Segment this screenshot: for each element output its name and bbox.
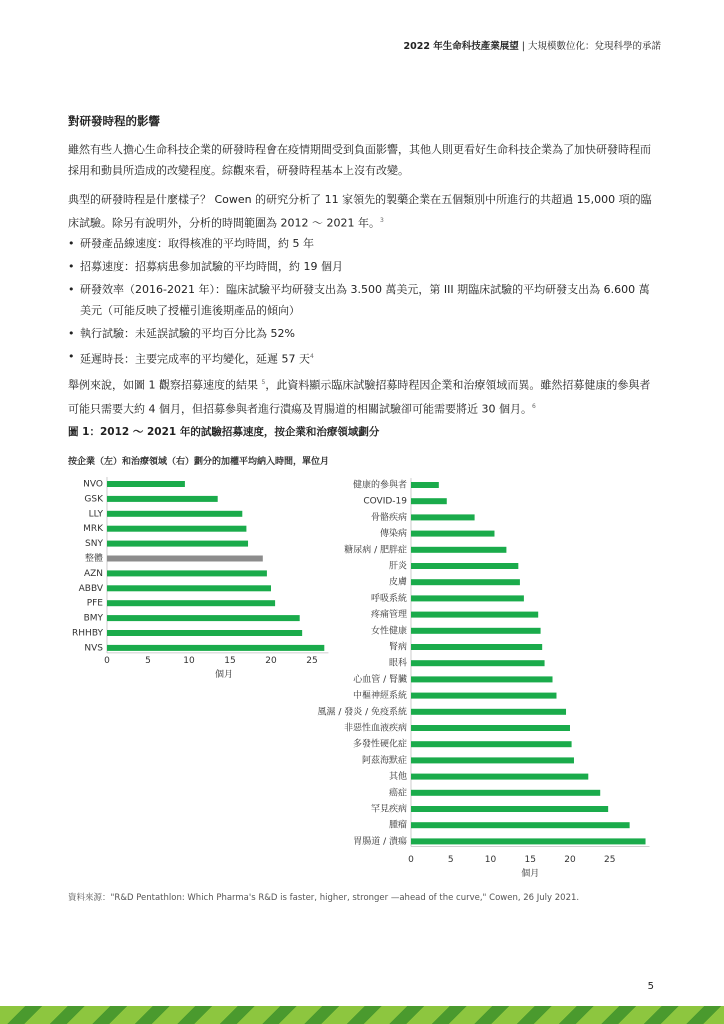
report-subtitle: 大規模數位化：兌現科學的承諾: [527, 41, 661, 52]
chart-bar: [107, 630, 302, 636]
chart-axis-unit-label: 個月: [521, 869, 540, 879]
chart-bar: [411, 709, 566, 715]
paragraph-3-text-rest: ，此資料顯示臨床試驗招募時程因企業和治療領域而異。雖然招募健康的參與者可能只需要大約 4 個月，但招募參與者進行潰瘍及胃腸道的相關試驗卻可能需要將近 30 個月。: [68, 378, 651, 416]
chart-bar: [411, 595, 524, 601]
chart-category-label: 疼痛管理: [370, 610, 407, 621]
footnote-ref: 3: [379, 217, 384, 224]
chart-category-label: 糖尿病 / 肥胖症: [344, 545, 407, 556]
footnote-ref: 4: [310, 353, 314, 360]
chart-category-label: PFE: [86, 598, 103, 609]
section-title: 對研發時程的影響: [68, 114, 160, 128]
source-note: 資料來源："R&D Pentathlon: Which Pharma's R&D is faster, higher, stronger —ahead of the curve," Cowen, 26 July 2021.: [68, 893, 580, 903]
page-number: 5: [647, 981, 654, 992]
bullet-text: 執行試驗：未延誤試驗的平均百分比為 52%: [80, 327, 295, 340]
chart-category-label: NVS: [84, 643, 103, 654]
chart-bar: [107, 585, 271, 591]
chart-bar: [107, 541, 248, 547]
chart-category-label: 呼吸系統: [370, 593, 407, 604]
chart-bar: [411, 774, 588, 780]
chart-bar: [411, 628, 541, 634]
chart-bar: [107, 615, 300, 621]
chart-category-label: RHHBY: [72, 628, 103, 639]
chart-tick-label: 5: [447, 855, 454, 865]
chart-category-label: 眼科: [388, 658, 407, 669]
chart-category-label: NVO: [83, 479, 103, 490]
chart-category-label: 中樞神經系統: [352, 691, 407, 702]
chart-bar: [107, 556, 263, 562]
chart-bar: [411, 822, 630, 828]
chart-bar: [107, 600, 275, 606]
footnote-ref: 5: [261, 379, 266, 386]
chart-tick-label: 25: [604, 855, 616, 865]
bullet-text: 研發效率（2016-2021 年）：臨床試驗平均研發支出為 3.500 萬美元，第 III 期臨床試驗的平均研發支出為 6.600 萬美元（可能反映了授權引進後期產品的傾向）: [80, 283, 650, 317]
paragraph-2-text: 典型的研發時程是什麼樣子？ Cowen 的研究分析了 11 家領先的製藥企業在五個類別中所進行的共超過 15,000 項的臨床試驗。除另有說明外，分析的時間範圍為 2012 ～ 2021 年。: [68, 193, 652, 230]
chart-category-label: 皮膚: [388, 577, 407, 588]
chart-category-label: 整體: [84, 554, 103, 564]
chart-bar: [411, 498, 447, 504]
chart-bar: [107, 496, 218, 502]
chart-category-label: 非惡性血液疾病: [343, 723, 407, 734]
chart-bar: [411, 514, 475, 520]
figure-subtitle: 按企業（左）和治療領域（右）劃分的加權平均納入時間，單位月: [68, 457, 330, 467]
chart-bar: [107, 526, 246, 532]
chart-bar: [411, 547, 506, 553]
chart-category-label: 阿茲海默症: [361, 755, 407, 766]
chart-bar: [411, 725, 570, 731]
chart-category-label: 女性健康: [370, 626, 407, 637]
chart-tick-label: 20: [265, 656, 277, 666]
chart-category-label: 腎病: [388, 642, 407, 653]
chart-bar: [107, 481, 185, 487]
chart-tick-label: 5: [145, 656, 151, 666]
chart-bar: [411, 693, 556, 699]
chart-category-label: 心血管 / 腎臟: [353, 674, 407, 685]
chart-axis-unit-label: 個月: [214, 670, 234, 680]
chart-category-label: 罕見疾病: [370, 804, 407, 815]
chart-bar: [411, 531, 494, 537]
chart-category-label: AZN: [83, 568, 103, 579]
chart-bar: [411, 563, 518, 569]
chart-category-label: BMY: [83, 613, 103, 624]
paragraph-1: 雖然有些人擔心生命科技企業的研發時程會在疫情期間受到負面影響，其他人則更看好生命科技企業為了加快研發時程而採用和動員所造成的改變程度。綜觀來看，研發時程基本上沒有改變。: [68, 143, 651, 177]
bullet-text: 研發產品線速度：取得核准的平均時間，約 5 年: [80, 237, 314, 250]
chart-bar: [411, 660, 545, 666]
chart-bar: [411, 757, 574, 763]
chart-tick-label: 0: [104, 656, 110, 666]
chart-bar: [411, 838, 646, 844]
chart-bar: [107, 511, 242, 517]
chart-category-label: 胃腸道 / 潰瘍: [353, 836, 407, 847]
chart-category-label: COVID-19: [363, 496, 407, 507]
chart-bar: [411, 579, 520, 585]
chart-category-label: GSK: [84, 494, 103, 505]
footnote-ref: 6: [531, 402, 536, 410]
chart-category-label: 癌症: [388, 788, 407, 799]
chart-category-label: MRK: [83, 524, 103, 535]
chart-category-label: 傳染病: [379, 529, 407, 540]
chart-bar: [107, 645, 324, 651]
chart-category-label: 腫瘤: [388, 820, 407, 831]
bullet-text: 招募速度：招募病患參加試驗的平均時間，約 19 個月: [80, 260, 343, 273]
chart-tick-label: 10: [484, 855, 497, 865]
chart-category-label: LLY: [88, 509, 103, 520]
chart-tick-label: 0: [408, 855, 414, 865]
bullet-text: 延遲時長：主要完成率的平均變化，延遲 57 天: [80, 352, 310, 366]
chart-category-label: 健康的參與者: [352, 480, 407, 491]
chart-category-label: 其他: [388, 772, 407, 783]
chart-bar: [411, 741, 572, 747]
chart-tick-label: 10: [183, 656, 195, 666]
chart-bar: [411, 676, 553, 682]
chart-bar: [411, 644, 542, 650]
chart-bar: [411, 482, 439, 488]
chart-category-label: ABBV: [78, 583, 103, 594]
chart-category-label: 肝炎: [388, 561, 407, 572]
chart-bar: [411, 806, 608, 812]
chart-tick-label: 25: [306, 656, 318, 666]
chart-tick-label: 15: [224, 656, 236, 666]
chart-tick-label: 20: [564, 855, 576, 865]
chart-bar: [411, 790, 600, 796]
report-title: 2022 年生命科技產業展望: [403, 41, 519, 52]
footer-stripe: [0, 1006, 724, 1024]
chart-bar: [411, 612, 538, 618]
chart-category-label: SNY: [85, 539, 103, 550]
chart-tick-label: 15: [524, 855, 536, 865]
header-separator: |: [521, 41, 525, 52]
chart-category-label: 風濕 / 發炎 / 免疫系統: [317, 707, 407, 718]
chart-category-label: 多發性硬化症: [352, 739, 407, 750]
chart-category-label: 骨骼疾病: [370, 512, 407, 523]
chart-bar: [107, 570, 267, 576]
paragraph-3-text: 舉例來說，如圖 1 觀察招募速度的結果: [68, 378, 262, 392]
figure-title: 圖 1：2012 ～ 2021 年的試驗招募速度，按企業和治療領域劃分: [68, 426, 380, 438]
